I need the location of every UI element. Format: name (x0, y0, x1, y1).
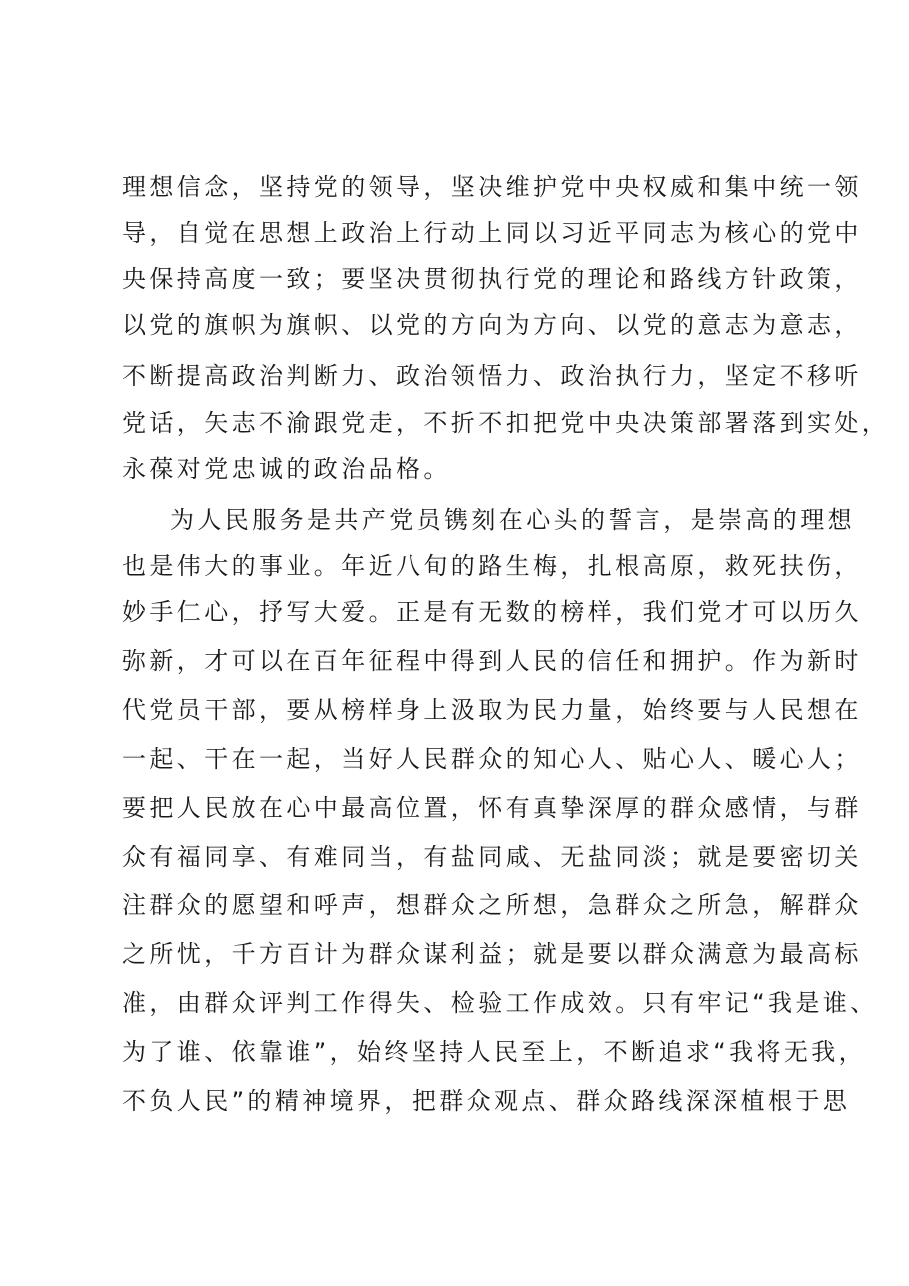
paragraph-1-line-2: 导，自觉在思想上政治上行动上同以习近平同志为核心的党中 (122, 219, 862, 247)
paragraph-2-line-1: 为人民服务是共产党员镌刻在心头的誓言，是崇高的理想 (170, 506, 855, 534)
paragraph-1-line-5: 不断提高政治判断力、政治领悟力、政治执行力，坚定不移听 (122, 362, 862, 390)
paragraph-2-line-4: 弥新，才可以在百年征程中得到人民的信任和拥护。作为新时 (122, 647, 862, 675)
paragraph-1-line-6: 党话，矢志不渝跟党走，不折不扣把党中央决策部署落到实处， (122, 409, 890, 437)
paragraph-2-line-2: 也是伟大的事业。年近八旬的路生梅，扎根高原，救死扶伤， (122, 552, 862, 580)
paragraph-2-line-3: 妙手仁心，抒写大爱。正是有无数的榜样，我们党才可以历久 (122, 598, 862, 626)
paragraph-1-line-4: 以党的旗帜为旗帜、以党的方向为方向、以党的意志为意志， (122, 311, 862, 339)
paragraph-2-line-11: 准，由群众评判工作得失、检验工作成效。只有牢记“我是谁、 (122, 989, 878, 1017)
paragraph-2-line-5: 代党员干部，要从榜样身上汲取为民力量，始终要与人民想在 (122, 696, 862, 724)
paragraph-1-line-1: 理想信念，坚持党的领导，坚决维护党中央权威和集中统一领 (122, 173, 862, 201)
paragraph-1-line-7: 永葆对党忠诚的政治品格。 (122, 455, 451, 483)
paragraph-2-line-10: 之所忧，千方百计为群众谋利益；就是要以群众满意为最高标 (122, 940, 862, 968)
paragraph-1-line-3: 央保持高度一致；要坚决贯彻执行党的理论和路线方针政策， (122, 265, 862, 293)
paragraph-2-line-13: 不负人民”的精神境界，把群众观点、群众路线深深植根于思 (122, 1087, 851, 1115)
paragraph-2-line-7: 要把人民放在心中最高位置，怀有真挚深厚的群众感情，与群 (122, 794, 862, 822)
paragraph-2-line-6: 一起、干在一起，当好人民群众的知心人、贴心人、暖心人； (122, 745, 862, 773)
paragraph-2-line-12: 为了谁、依靠谁”，始终坚持人民至上，不断追求“我将无我， (122, 1038, 867, 1066)
paragraph-2-line-9: 注群众的愿望和呼声，想群众之所想，急群众之所急，解群众 (122, 891, 862, 919)
paragraph-2-line-8: 众有福同享、有难同当，有盐同咸、无盐同淡；就是要密切关 (122, 843, 862, 871)
